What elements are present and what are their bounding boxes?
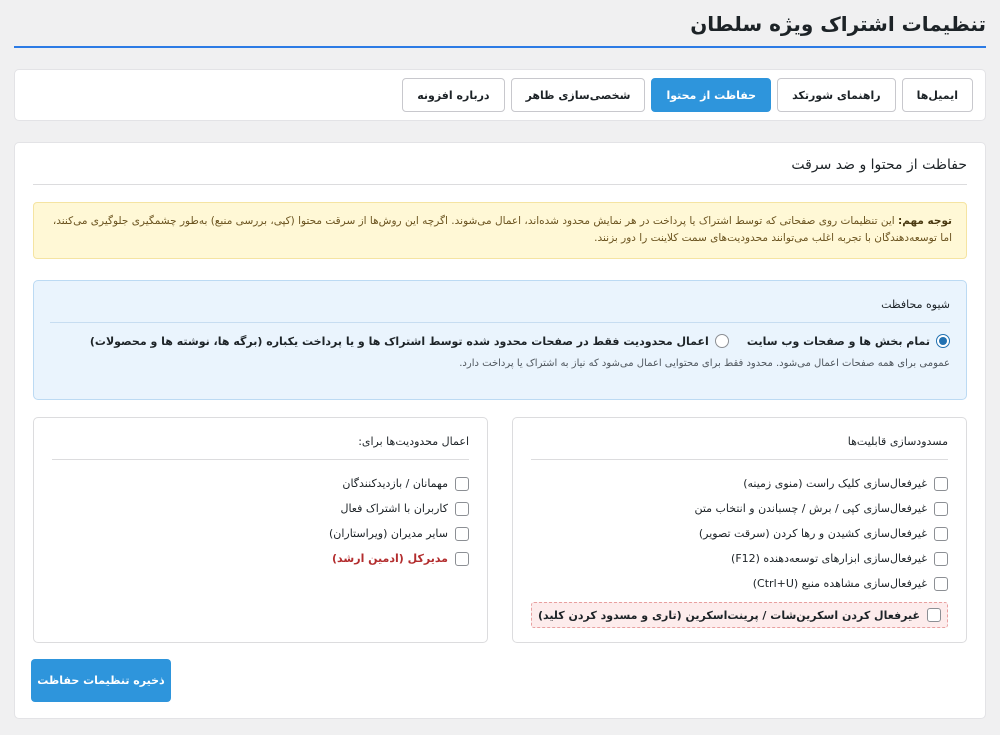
- protection-mode-options: [90, 334, 950, 348]
- tab-emails[interactable]: ایمیل‌ها: [902, 78, 973, 112]
- protection-mode-title: شیوه محافظت: [881, 298, 950, 311]
- feature-checklist: [531, 471, 948, 628]
- feature-blocking-panel: [512, 417, 967, 643]
- protection-mode-box: [33, 280, 967, 400]
- mode-option-all-site-label: تمام بخش ها و صفحات وب سایت: [746, 334, 930, 348]
- tab-about[interactable]: درباره افزونه: [402, 78, 504, 112]
- apply-label: مهمانان / بازدیدکنندگان: [342, 477, 448, 490]
- radio-all-site[interactable]: [936, 334, 950, 348]
- apply-to-panel: [33, 417, 488, 643]
- checkbox[interactable]: [455, 477, 469, 491]
- mode-option-restricted-only[interactable]: [90, 334, 729, 348]
- feature-label: غیرفعال‌سازی کلیک راست (منوی زمینه): [743, 477, 927, 490]
- apply-label: مدیرکل (ادمین ارشد): [332, 552, 448, 565]
- apply-guests[interactable]: [52, 471, 469, 496]
- checkbox[interactable]: [934, 477, 948, 491]
- checkbox[interactable]: [934, 552, 948, 566]
- apply-label: سایر مدیران (ویراستاران): [328, 527, 448, 540]
- feature-disable-right-click[interactable]: [531, 471, 948, 496]
- feature-disable-screenshot[interactable]: [531, 602, 948, 628]
- feature-disable-drag[interactable]: [531, 521, 948, 546]
- protection-mode-divider: [50, 322, 950, 323]
- feature-label: غیرفعال‌سازی کپی / برش / چسباندن و انتخاب متن: [694, 502, 927, 515]
- checkbox[interactable]: [455, 552, 469, 566]
- protection-settings-card: [14, 142, 986, 719]
- warning-notice: [33, 202, 967, 259]
- radio-restricted-only[interactable]: [715, 334, 729, 348]
- feature-disable-copy[interactable]: [531, 496, 948, 521]
- feature-label: غیرفعال‌سازی کشیدن و رها کردن (سرقت تصویر): [698, 527, 927, 540]
- save-protection-button[interactable]: ذخیره تنظیمات حفاظت: [31, 659, 171, 702]
- checkbox[interactable]: [934, 577, 948, 591]
- title-divider: [14, 46, 986, 48]
- apply-active-subscribers[interactable]: [52, 496, 469, 521]
- mode-option-all-site[interactable]: [747, 334, 950, 348]
- notice-text: این تنظیمات روی صفحاتی که توسط اشتراک یا پرداخت در هر نمایش محدود شده‌اند، اعمال می‌شوند. اگرچه این روش‌ها از سرقت محتوا (کپی، بررسی منبع) به‌طور چشمگیری جلوگیری می‌کنند، اما توسعه‌دهندگان با تجربه اغلب می‌توانند محدودیت‌های سمت کلاینت را دور بزنند.: [52, 215, 952, 244]
- apply-to-divider: [52, 459, 469, 460]
- checkbox[interactable]: [927, 608, 941, 622]
- apply-other-admins[interactable]: [52, 521, 469, 546]
- feature-disable-view-source[interactable]: [531, 571, 948, 596]
- page-title: تنظیمات اشتراک ویژه سلطان: [690, 12, 986, 36]
- protection-mode-description: عمومی برای همه صفحات اعمال می‌شود. محدود فقط برای محتوایی اعمال می‌شود که نیاز به اشتراک یا پرداخت دارد.: [459, 358, 950, 369]
- apply-to-title: اعمال محدودیت‌ها برای:: [358, 435, 469, 448]
- apply-to-checklist: [52, 471, 469, 571]
- apply-label: کاربران با اشتراک فعال: [340, 502, 448, 515]
- tabs-bar: [14, 69, 986, 121]
- checkbox[interactable]: [934, 527, 948, 541]
- feature-label: غیرفعال کردن اسکرین‌شات / پرینت‌اسکرین (تاری و مسدود کردن کلید): [537, 608, 920, 622]
- checkbox[interactable]: [455, 527, 469, 541]
- checkbox[interactable]: [934, 502, 948, 516]
- feature-blocking-title: مسدودسازی قابلیت‌ها: [847, 435, 948, 448]
- tab-shortcode-guide[interactable]: راهنمای شورتکد: [777, 78, 896, 112]
- section-title: حفاظت از محتوا و ضد سرقت: [791, 157, 967, 173]
- section-divider: [33, 184, 967, 185]
- checkbox[interactable]: [455, 502, 469, 516]
- tab-appearance[interactable]: شخصی‌سازی ظاهر: [511, 78, 646, 112]
- feature-disable-devtools[interactable]: [531, 546, 948, 571]
- feature-label: غیرفعال‌سازی ابزارهای توسعه‌دهنده (F12): [731, 552, 927, 565]
- apply-super-admin[interactable]: [52, 546, 469, 571]
- tab-content-protection[interactable]: حفاظت از محتوا: [651, 78, 771, 112]
- mode-option-restricted-only-label: اعمال محدودیت فقط در صفحات محدود شده توسط اشتراک ها و یا پرداخت یکباره (برگه ها، نوشته ها و محصولات): [89, 334, 709, 348]
- notice-label: توجه مهم:: [898, 215, 952, 227]
- feature-blocking-divider: [531, 459, 948, 460]
- feature-label: غیرفعال‌سازی مشاهده منبع (Ctrl+U): [752, 577, 927, 590]
